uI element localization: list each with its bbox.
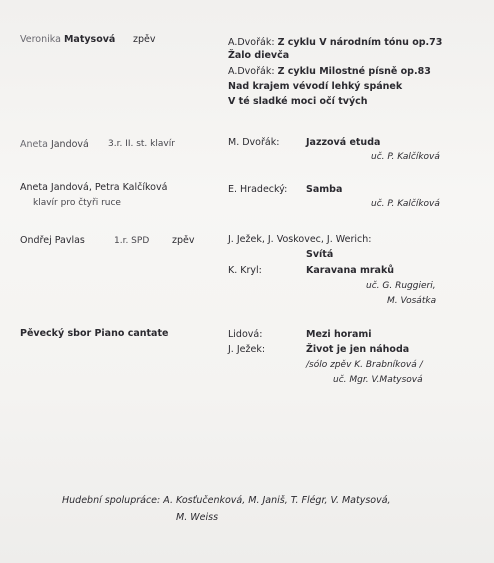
performer-role: klavír pro čtyři ruce: [33, 198, 121, 208]
collaboration-credit: Hudební spolupráce: A. Kosťučenková, M. Janiš, T. Flégr, V. Matysová,: [62, 495, 391, 506]
performer-surname: Matysová: [63, 34, 116, 45]
piece-composer: J. Ježek, J. Voskovec, J. Werich:: [228, 234, 372, 245]
piece-composer: Lidová:: [228, 329, 263, 340]
performer-role: zpěv: [172, 235, 195, 246]
piece-line: A.Dvořák: Z cyklu Milostné písně op.83: [228, 66, 431, 77]
performer-name: Aneta Jandová, Petra Kalčíková: [20, 182, 168, 193]
teacher-credit: uč. P. Kalčíková: [371, 152, 440, 162]
teacher-credit: uč. P. Kalčíková: [371, 199, 440, 209]
piece-title: Život je jen náhoda: [306, 344, 410, 355]
piece-composer: K. Kryl:: [228, 265, 262, 276]
piece-title: Mezi horami: [306, 329, 372, 340]
piece-title: Nad krajem vévodí lehký spánek: [228, 81, 403, 92]
teacher-credit: /sólo zpěv K. Brabníková /: [306, 360, 423, 370]
teacher-credit: uč. Mgr. V.Matysová: [333, 375, 423, 385]
performer-role: 3.r. II. st. klavír: [108, 139, 175, 149]
performer-name: Aneta Jandová: [20, 139, 89, 150]
piece-title: V té sladké moci očí tvých: [228, 96, 368, 107]
piece-line: E. Hradecký:: [228, 184, 288, 195]
performer-role: zpěv: [133, 34, 156, 45]
teacher-credit: uč. G. Ruggieri,: [366, 281, 436, 291]
piece-composer: J. Ježek:: [228, 344, 266, 355]
piece-title: Žalo dievča: [228, 50, 290, 61]
piece-title: Karavana mraků: [306, 265, 395, 276]
performer-name: Ondřej Pavlas: [20, 235, 85, 246]
performer-first-name: Veronika Matysová: [20, 34, 116, 45]
collaboration-credit-cont: M. Weiss: [176, 512, 219, 523]
piece-title: Jazzová etuda: [306, 137, 381, 148]
piece-line: A.Dvořák: Z cyklu V národním tónu op.73: [228, 37, 443, 48]
piece-title: Samba: [306, 184, 343, 195]
piece-line: M. Dvořák:: [228, 137, 280, 148]
teacher-credit: M. Vosátka: [387, 296, 437, 306]
ensemble-name: Pěvecký sbor Piano cantate: [20, 328, 169, 339]
piece-title: Svítá: [306, 249, 334, 260]
performer-class: 1.r. SPD: [114, 236, 150, 246]
